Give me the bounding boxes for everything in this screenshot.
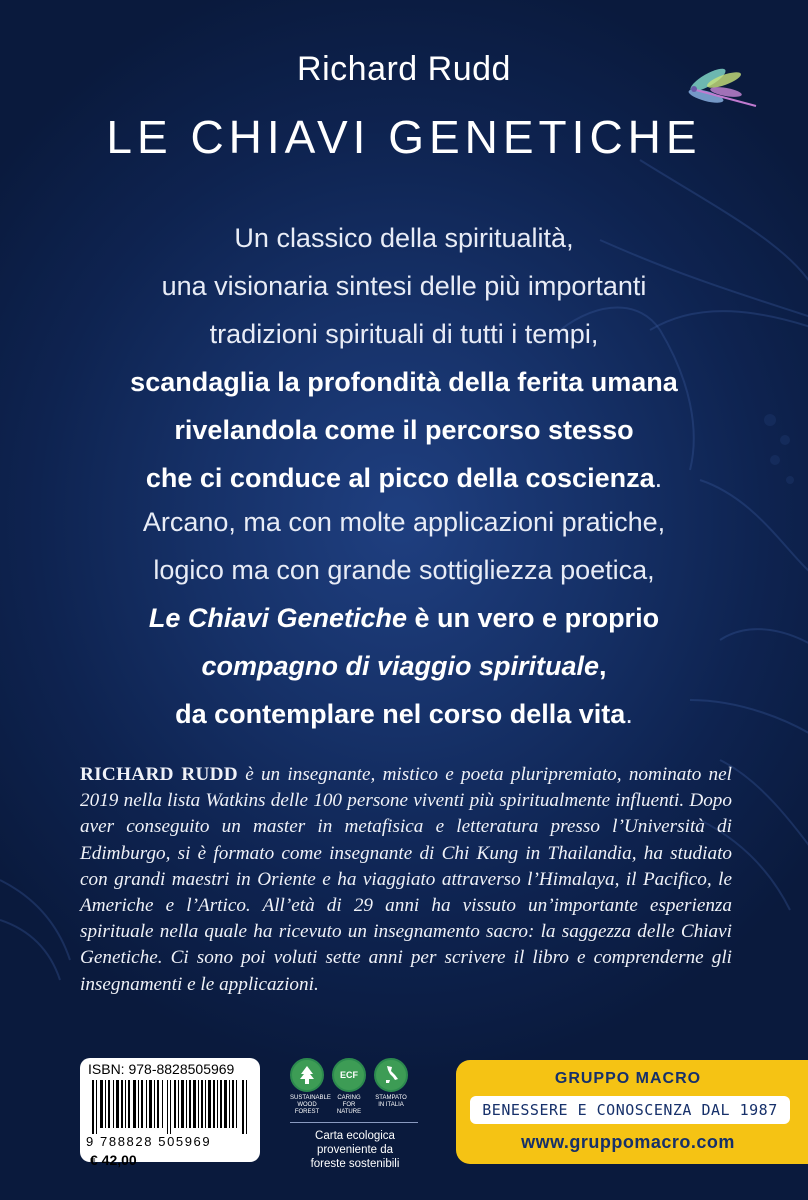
cert-item [290, 1058, 331, 1116]
author-name: Richard Rudd [297, 50, 511, 88]
blurb-paragraph-2 [60, 498, 748, 738]
book-title: LE CHIAVI GENETICHE [106, 111, 702, 163]
eco-paper-line: Carta ecologica [315, 1130, 395, 1142]
blurb-line: Un classico della spiritualità, [234, 223, 574, 253]
price: € 42,00 [90, 1152, 137, 1168]
eco-paper-line: proveniente da [316, 1144, 394, 1156]
tree-icon [290, 1058, 324, 1092]
isbn-digits: 9 788828 505969 [86, 1134, 212, 1149]
publisher-tagline: BENESSERE E CONOSCENZA DAL 1987 [470, 1096, 790, 1124]
publisher-band [456, 1060, 808, 1164]
blurb-line-comma: , [599, 651, 607, 681]
blurb-line: logico ma con grande sottigliezza poetica, [153, 555, 655, 585]
blurb-line-bold [60, 454, 748, 502]
book-title-inline: Le Chiavi Genetiche [148, 603, 408, 633]
ecf-icon: ECF [332, 1058, 366, 1092]
blurb-line-period: . [625, 699, 633, 729]
blurb-line-bold-text: da contemplare nel corso della vita [175, 699, 626, 729]
divider [290, 1122, 418, 1123]
blurb-paragraph-1 [60, 214, 748, 502]
isbn-barcode-box [80, 1058, 260, 1168]
blurb-line-italic-text: compagno di viaggio spirituale [201, 651, 600, 681]
blurb-line: una visionaria sintesi delle più importanti [161, 271, 647, 301]
cert-icons [290, 1058, 420, 1116]
cert-label: STAMPATO IN ITALIA [375, 1095, 407, 1108]
blurb-line-mixed [60, 594, 748, 642]
blurb-line: tradizioni spirituali di tutti i tempi, [209, 319, 599, 349]
cert-label: CARING FOR NATURE [336, 1095, 362, 1115]
blurb-line-bold [60, 690, 748, 738]
eco-certifications [290, 1058, 420, 1171]
italy-icon [374, 1058, 408, 1092]
blurb-line: Arcano, ma con molte applicazioni pratiche, [142, 507, 666, 537]
blurb-line-bold: rivelandola come il percorso stesso [174, 415, 634, 445]
dragonfly-icon [678, 62, 758, 112]
eco-paper-line: foreste sostenibili [310, 1158, 400, 1170]
isbn-label: ISBN: 978-8828505969 [88, 1061, 235, 1077]
author-bio-name: RICHARD RUDD [80, 764, 238, 785]
cert-item [374, 1058, 408, 1116]
blurb-line-bold-text: è un vero e proprio [407, 603, 660, 633]
blurb-line-italic [60, 642, 748, 690]
author-bio [80, 762, 732, 998]
blurb-line-bold-text: che ci conduce al picco della coscienza [145, 463, 655, 493]
cert-label: SUSTAINABLE WOOD FOREST [290, 1095, 331, 1115]
blurb-line-period: . [654, 463, 663, 493]
publisher-name: GRUPPO MACRO [554, 1070, 702, 1087]
author-bio-text: è un insegnante, mistico e poeta pluripremiato, nominato nel 2019 nella lista Watkins delle 100 persone viventi più spiritualmente influenti. Dopo aver conseguito un master in metafisica e letteratura presso l’Università di Edimburgo, si è formato come insegnante di Chi Kung in Thailandia, ha studiato con grandi maestri in Oriente e ha viaggiato attraverso l’Himalaya, il Pacifico, le Americhe e l’Artico. All’età di 29 anni ha vissuto un’importante esperienza spirituale nella quale ha ricevuto un insegnamento sacro: la saggezza delle Chiavi Genetiche. Ci sono poi voluti sette anni per scrivere il libro e comprenderne gli insegnamenti e le applicazioni. [80, 764, 732, 995]
barcode-icon [92, 1080, 248, 1134]
eco-paper-text [290, 1129, 420, 1171]
publisher-url: www.gruppomacro.com [521, 1132, 735, 1152]
blurb-line-bold: scandaglia la profondità della ferita umana [130, 367, 678, 397]
cert-item [332, 1058, 366, 1116]
